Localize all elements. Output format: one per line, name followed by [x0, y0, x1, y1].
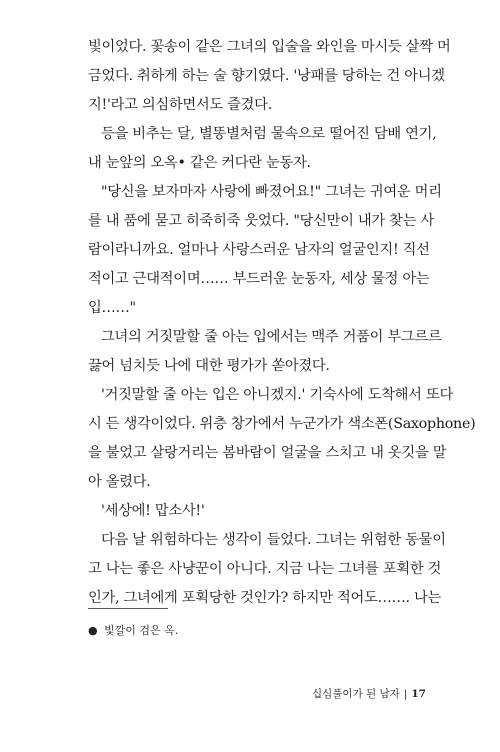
text-line: 인가, 그녀에게 포획당한 것인가? 하지만 적어도……. 나는: [88, 590, 442, 606]
footnote: [88, 624, 178, 638]
text-line: 람이라니까요. 얼마나 사랑스러운 남자의 얼굴인지! 직선: [88, 242, 430, 258]
text-line: 고 나는 좋은 사냥꾼이 아니다. 지금 나는 그녀를 포획한 것: [88, 561, 442, 577]
text-line: 지!'라고 의심하면서도 즐겼다.: [88, 97, 272, 113]
text-line: '세상에! 맙소사!': [101, 503, 205, 519]
body-text: [88, 38, 476, 618]
text-line: 아 올렸다.: [88, 474, 151, 490]
text-line: 그녀의 거짓말할 줄 아는 입에서는 맥주 거품이 부그르르: [101, 329, 442, 345]
text-line: 빛이었다. 꽃송이 같은 그녀의 입술을 와인을 마시듯 살짝 머: [88, 39, 451, 55]
text-line: 시 든 생각이었다. 위층 창가에서 누군가가 색소폰(Saxophone): [88, 416, 476, 432]
text-line: 등을 비추는 달, 별똥별처럼 물속으로 떨어진 담배 연기,: [101, 126, 437, 142]
text-line: 를 내 품에 묻고 히죽히죽 웃었다. "당신만이 내가 찾는 사: [88, 213, 434, 229]
page-number: 17: [411, 688, 426, 700]
text-line: 적이고 근대적이며…… 부드러운 눈동자, 세상 물정 아는: [88, 271, 430, 287]
footnote-divider: [88, 608, 168, 609]
text-line: 끓어 넘치듯 나에 대한 평가가 쏟아졌다.: [88, 358, 330, 374]
text-line: 입……": [88, 300, 136, 316]
text-line: 내 눈앞의 오옥• 같은 커다란 눈동자.: [88, 155, 311, 171]
footnote-text: 빛깔이 검은 옥.: [104, 624, 179, 637]
footnote-bullet-icon: ●: [88, 624, 98, 637]
page-footer: [312, 686, 426, 701]
text-line: 을 불었고 살랑거리는 봄바람이 얼굴을 스치고 내 옷깃을 말: [88, 445, 447, 461]
text-line: 금었다. 취하게 하는 술 향기였다. '낭패를 당하는 건 아니겠: [88, 68, 445, 84]
footer-separator: |: [403, 688, 408, 700]
text-line: 다음 날 위험하다는 생각이 들었다. 그녀는 위험한 동물이: [101, 532, 446, 548]
text-line: "당신을 보자마자 사랑에 빠졌어요!" 그녀는 귀여운 머리: [101, 184, 442, 200]
text-line: '거짓말할 줄 아는 입은 아니겠지.' 기숙사에 도착해서 또다: [101, 387, 453, 403]
running-title: 십심풀이가 된 남자: [312, 688, 400, 700]
